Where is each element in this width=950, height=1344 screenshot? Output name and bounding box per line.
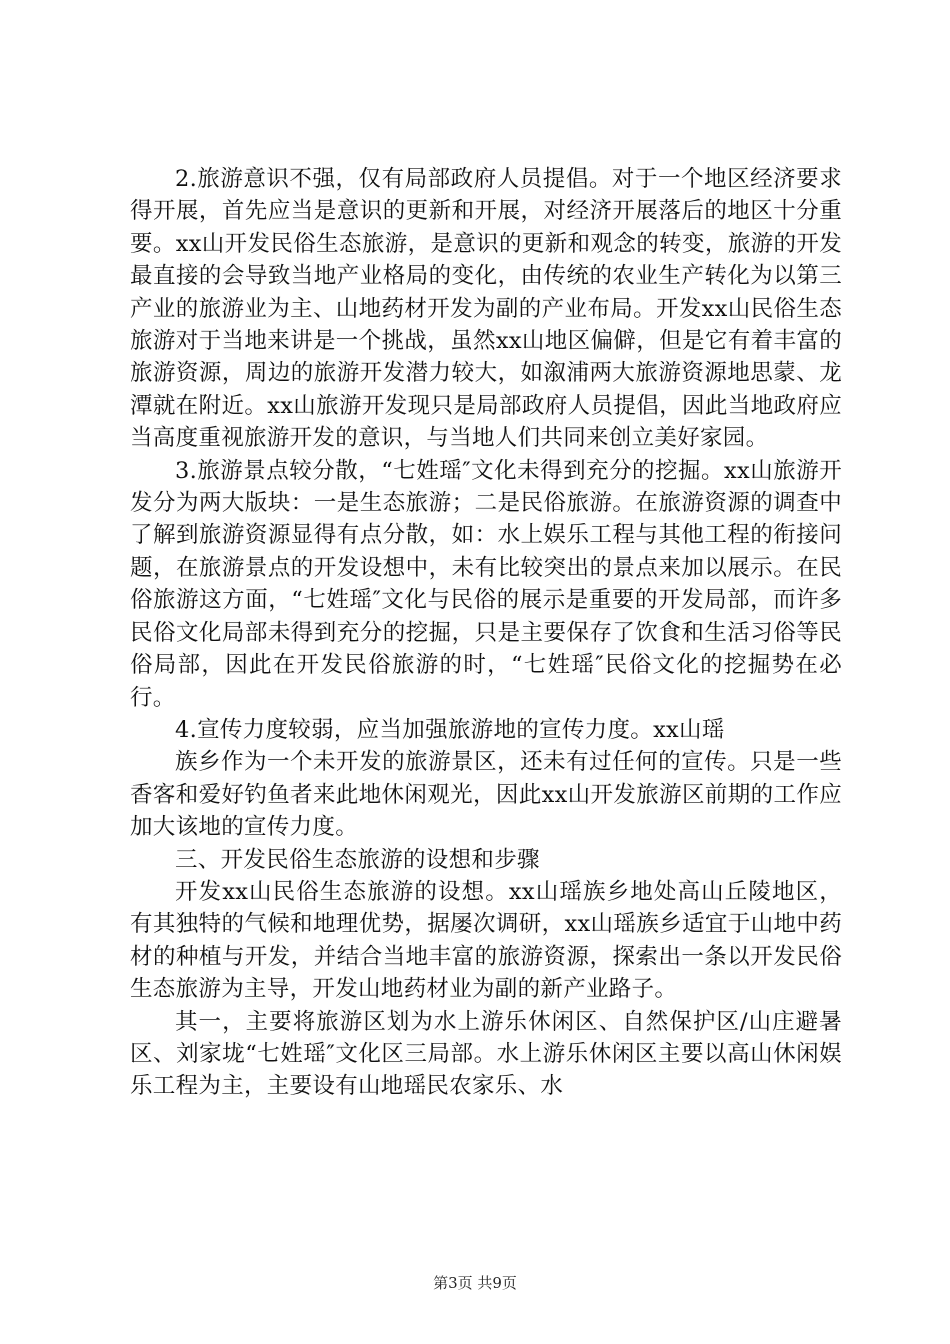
section-heading-development-plan: 三、开发民俗生态旅游的设想和步骤 [175,846,540,873]
paragraph-weak-promotion-heading: 4.宣传力度较弱，应当加强旅游地的宣传力度。xx山瑶 [175,716,725,743]
paragraph-weak-promotion-body: 族乡作为一个未开发的旅游景区，还未有过任何的宣传。只是一些香客和爱好钓鱼者来此地休闲观光，因此xx山开发旅游区前期的工作应加大该地的宣传力度。 [130,749,842,841]
paragraph-development-concept: 开发xx山民俗生态旅游的设想。xx山瑶族乡地处高山丘陵地区，有其独特的气候和地理优势，据屡次调研，xx山瑶族乡适宜于山地中药材的种植与开发，并结合当地丰富的旅游资源，探索出一条以开发民俗生态旅游为主导，开发山地药材业为副的新产业路子。 [130,878,842,1003]
paragraph-zoning: 其一，主要将旅游区划为水上游乐休闲区、自然保护区/山庄避暑区、刘家垅“七姓瑶″文化区三局部。水上游乐休闲区主要以高山休闲娱乐工程为主，主要设有山地瑶民农家乐、水 [130,1008,842,1100]
document-body [130,163,842,1103]
paragraph-tourism-awareness: 2.旅游意识不强，仅有局部政府人员提倡。对于一个地区经济要求得开展，首先应当是意识的更新和开展，对经济开展落后的地区十分重要。xx山开发民俗生态旅游，是意识的更新和观念的转变，旅游的开发最直接的会导致当地产业格局的变化，由传统的农业生产转化为以第三产业的旅游业为主、山地药材开发为副的产业布局。开发xx山民俗生态旅游对于当地来讲是一个挑战，虽然xx山地区偏僻，但是它有着丰富的旅游资源，周边的旅游开发潜力较大，如溆浦两大旅游资源地思蒙、龙潭就在附近。xx山旅游开发现只是局部政府人员提倡，因此当地政府应当高度重视旅游开发的意识，与当地人们共同来创立美好家园。 [130,166,842,452]
page-footer: 第3页 共9页 [433,1274,517,1292]
paragraph-scattered-attractions: 3.旅游景点较分散，“七姓瑶″文化未得到充分的挖掘。xx山旅游开发分为两大版块：一是生态旅游；二是民俗旅游。在旅游资源的调查中了解到旅游资源显得有点分散，如：水上娱乐工程与其他工程的衔接问题，在旅游景点的开发设想中，未有比较突出的景点来加以展示。在民俗旅游这方面，“七姓瑶″文化与民俗的展示是重要的开发局部，而许多民俗文化局部未得到充分的挖掘，只是主要保存了饮食和生活习俗等民俗局部，因此在开发民俗旅游的时，“七姓瑶″民俗文化的挖掘势在必行。 [130,457,842,711]
